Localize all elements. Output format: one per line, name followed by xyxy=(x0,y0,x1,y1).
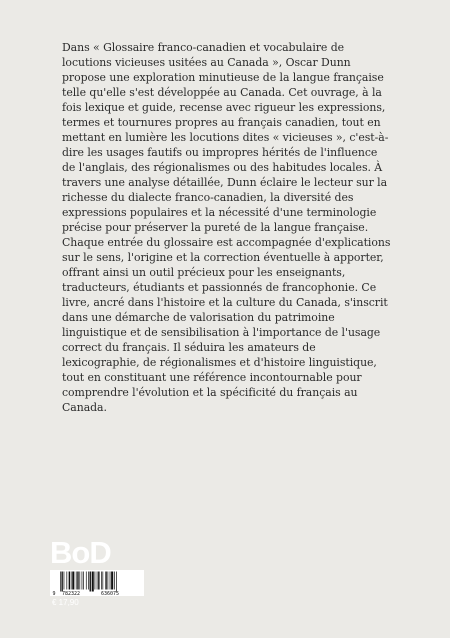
barcode-bar xyxy=(88,572,89,590)
barcode-bar xyxy=(60,572,61,592)
publisher-logo: BoD xyxy=(50,535,111,570)
barcode-bar xyxy=(111,572,113,590)
barcode-bar xyxy=(66,572,67,590)
barcode-bar xyxy=(92,572,94,592)
barcode-bar xyxy=(72,572,74,590)
barcode-bar xyxy=(83,572,84,590)
barcode-bar xyxy=(116,572,117,592)
barcode-bar xyxy=(102,572,103,590)
back-cover-description: Dans « Glossaire franco-canadien et vocabulaire de locutions vicieuses usitées au Canada », Oscar Dunn propose une exploration minutieuse de la langue française telle qu'elle s'est développée au Canada. Cet ouvrage, à la fois lexique et guide, recense avec rigueur les expressions, termes et tournures propres au français canadien, tout en mettant en lumière les locutions dites « vicieuses », c'est-à-dire les usages fautifs ou impropres hérités de l'influence de l'anglais, des régionalismes ou des habitudes locales. À travers une analyse détaillée, Dunn éclaire le lecteur sur la richesse du dialecte franco-canadien, la diversité des expressions populaires et la nécessité d'une terminologie précise pour préserver la pureté de la langue française. Chaque entrée du glossaire est accompagnée d'explications sur le sens, l'origine et la correction éventuelle à apporter, offrant ainsi un outil précieux pour les enseignants, traducteurs, étudiants et passionnés de francophonie. Ce livre, ancré dans l'histoire et la culture du Canada, s'inscrit dans une démarche de valorisation du patrimoine linguistique et de sensibilisation à l'importance de l'usage correct du français. Il séduira les amateurs de lexicographie, de régionalismes et d'histoire linguistique, tout en constituant une référence incontournable pour comprendre l'évolution et la spécificité du français au Canada. xyxy=(62,41,391,414)
barcode-bar xyxy=(77,572,78,590)
barcode-graphic xyxy=(50,570,144,596)
barcode-bar xyxy=(95,572,96,590)
barcode-first-digit: 9 xyxy=(52,591,56,596)
barcode-bar xyxy=(98,572,99,590)
barcode-bar xyxy=(110,572,111,590)
price-label: € 17,90 xyxy=(52,598,79,607)
barcode-bar xyxy=(86,572,87,590)
barcode-bar xyxy=(79,572,80,590)
barcode-right-group: 636075 xyxy=(101,591,120,596)
barcode-bar xyxy=(71,572,72,590)
barcode-bar xyxy=(64,572,65,590)
barcode-bar xyxy=(90,572,91,592)
barcode-bar xyxy=(101,572,102,590)
barcode-bar xyxy=(97,572,98,590)
barcode-bar xyxy=(114,572,115,590)
barcode-bar xyxy=(82,572,83,590)
barcode-bar xyxy=(69,572,70,590)
barcode-bar xyxy=(61,572,62,592)
barcode-bar xyxy=(76,572,77,590)
barcode-bar xyxy=(108,572,109,590)
isbn-barcode xyxy=(50,570,144,596)
barcode-left-group: 782322 xyxy=(62,591,81,596)
barcode-bar xyxy=(105,572,106,590)
